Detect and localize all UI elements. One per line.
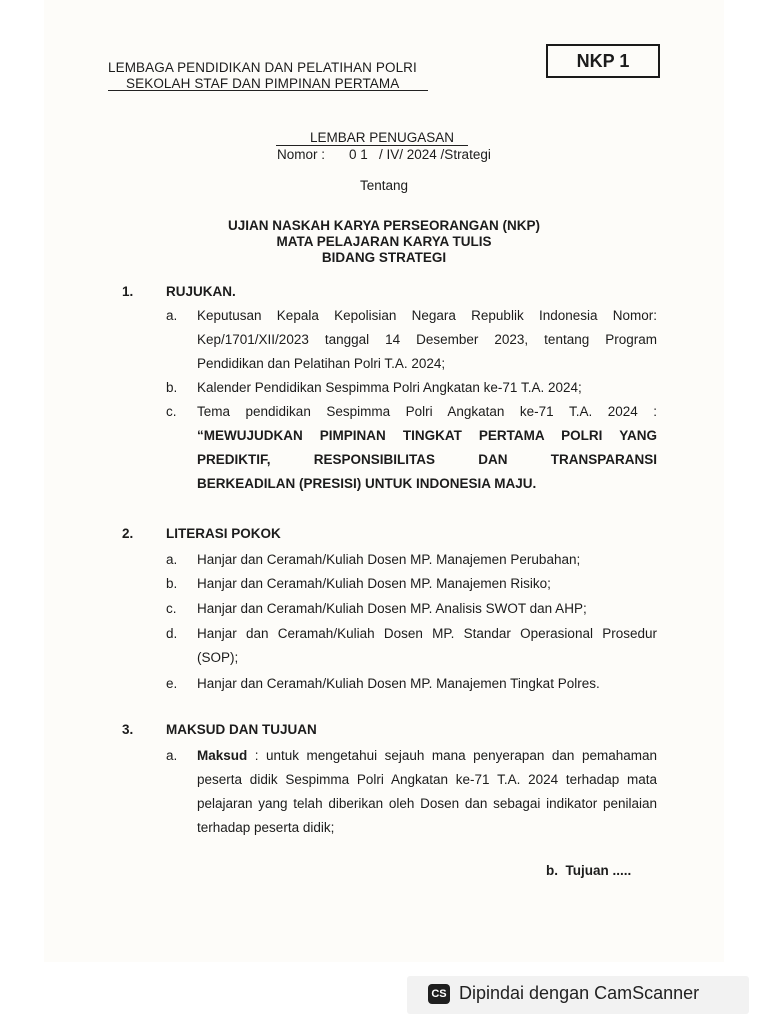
item-line: Kalender Pendidikan Sespimma Polri Angkatan ke-71 T.A. 2024; [197, 380, 582, 395]
assignment-number-label: Nomor : [277, 147, 326, 162]
item-label: e. [166, 676, 178, 691]
assignment-title [276, 130, 468, 145]
section-title: MAKSUD DAN TUJUAN [166, 722, 317, 737]
item-label: c. [166, 404, 177, 419]
header-underline [108, 90, 428, 91]
list-item [197, 376, 657, 400]
item-line: BERKEADILAN (PRESISI) UNTUK INDONESIA MAJU. [197, 476, 537, 491]
subject-line-2: MATA PELAJARAN KARYA TULIS [276, 234, 492, 249]
list-item [197, 597, 657, 621]
item-line: terhadap peserta didik; [197, 820, 335, 835]
section-title: RUJUKAN. [166, 284, 236, 299]
nkp-badge: NKP 1 [546, 44, 660, 78]
institution-name: LEMBAGA PENDIDIKAN DAN PELATIHAN POLRI [108, 60, 417, 75]
camscanner-text: Dipindai dengan CamScanner [459, 983, 700, 1003]
camscanner-watermark [407, 976, 749, 1014]
section-number: 2. [122, 526, 134, 541]
item-line: pelajaran yang telah diberikan oleh Dosen dan sebagai indikator penilaian [197, 796, 657, 811]
item-line: (SOP); [197, 650, 239, 665]
item-label: a. [166, 552, 178, 567]
section-number: 3. [122, 722, 134, 737]
list-item [197, 572, 657, 596]
item-line: Kep/1701/XII/2023 tanggal 14 Desember 2023, tentang Program [197, 332, 657, 347]
item-line [197, 744, 657, 768]
item-line: Tema pendidikan Sespimma Polri Angkatan ke-71 T.A. 2024 : [197, 404, 657, 419]
item-label: b. [166, 380, 178, 395]
continuation-note: b. Tujuan ..... [546, 863, 632, 878]
item-line-text: : untuk mengetahui sejauh mana penyerapan dan pemahaman [247, 748, 657, 763]
section-title: LITERASI POKOK [166, 526, 281, 541]
item-line: Hanjar dan Ceramah/Kuliah Dosen MP. Analisis SWOT dan AHP; [197, 601, 587, 616]
item-label: a. [166, 308, 178, 323]
list-item [197, 672, 657, 696]
item-line: Hanjar dan Ceramah/Kuliah Dosen MP. Manajemen Tingkat Polres. [197, 676, 600, 691]
item-line: “MEWUJUDKAN PIMPINAN TINGKAT PERTAMA POLRI YANG [197, 428, 657, 443]
list-item [197, 548, 657, 572]
assignment-title-text: LEMBAR PENUGASAN [276, 130, 468, 146]
subject-line-3: BIDANG STRATEGI [321, 250, 447, 265]
subject-line-1: UJIAN NASKAH KARYA PERSEORANGAN (NKP) [227, 218, 541, 233]
list-item [197, 744, 657, 840]
school-name: SEKOLAH STAF DAN PIMPINAN PERTAMA [126, 76, 400, 91]
item-line: Hanjar dan Ceramah/Kuliah Dosen MP. Standar Operasional Prosedur [197, 626, 657, 641]
list-item [197, 304, 657, 376]
item-line: PREDIKTIF, RESPONSIBILITAS DAN TRANSPARANSI [197, 452, 657, 467]
item-line: Hanjar dan Ceramah/Kuliah Dosen MP. Manajemen Perubahan; [197, 552, 581, 567]
item-label: b. [166, 576, 178, 591]
list-item [197, 622, 657, 670]
item-label: d. [166, 626, 178, 641]
assignment-number-value: 0 1 / IV/ 2024 /Strategi [349, 147, 491, 162]
list-item [197, 400, 657, 496]
item-label: c. [166, 601, 177, 616]
assignment-about: Tentang [360, 178, 409, 193]
item-line: Keputusan Kepala Kepolisian Negara Republik Indonesia Nomor: [197, 308, 657, 323]
camscanner-logo-icon: CS [428, 984, 450, 1004]
item-line: Pendidikan dan Pelatihan Polri T.A. 2024; [197, 356, 446, 371]
item-label: a. [166, 748, 178, 763]
item-line: peserta didik Sespimma Polri Angkatan ke-71 T.A. 2024 terhadap mata [197, 772, 657, 787]
item-line: Hanjar dan Ceramah/Kuliah Dosen MP. Manajemen Risiko; [197, 576, 551, 591]
section-number: 1. [122, 284, 134, 299]
item-term: Maksud [197, 748, 248, 763]
